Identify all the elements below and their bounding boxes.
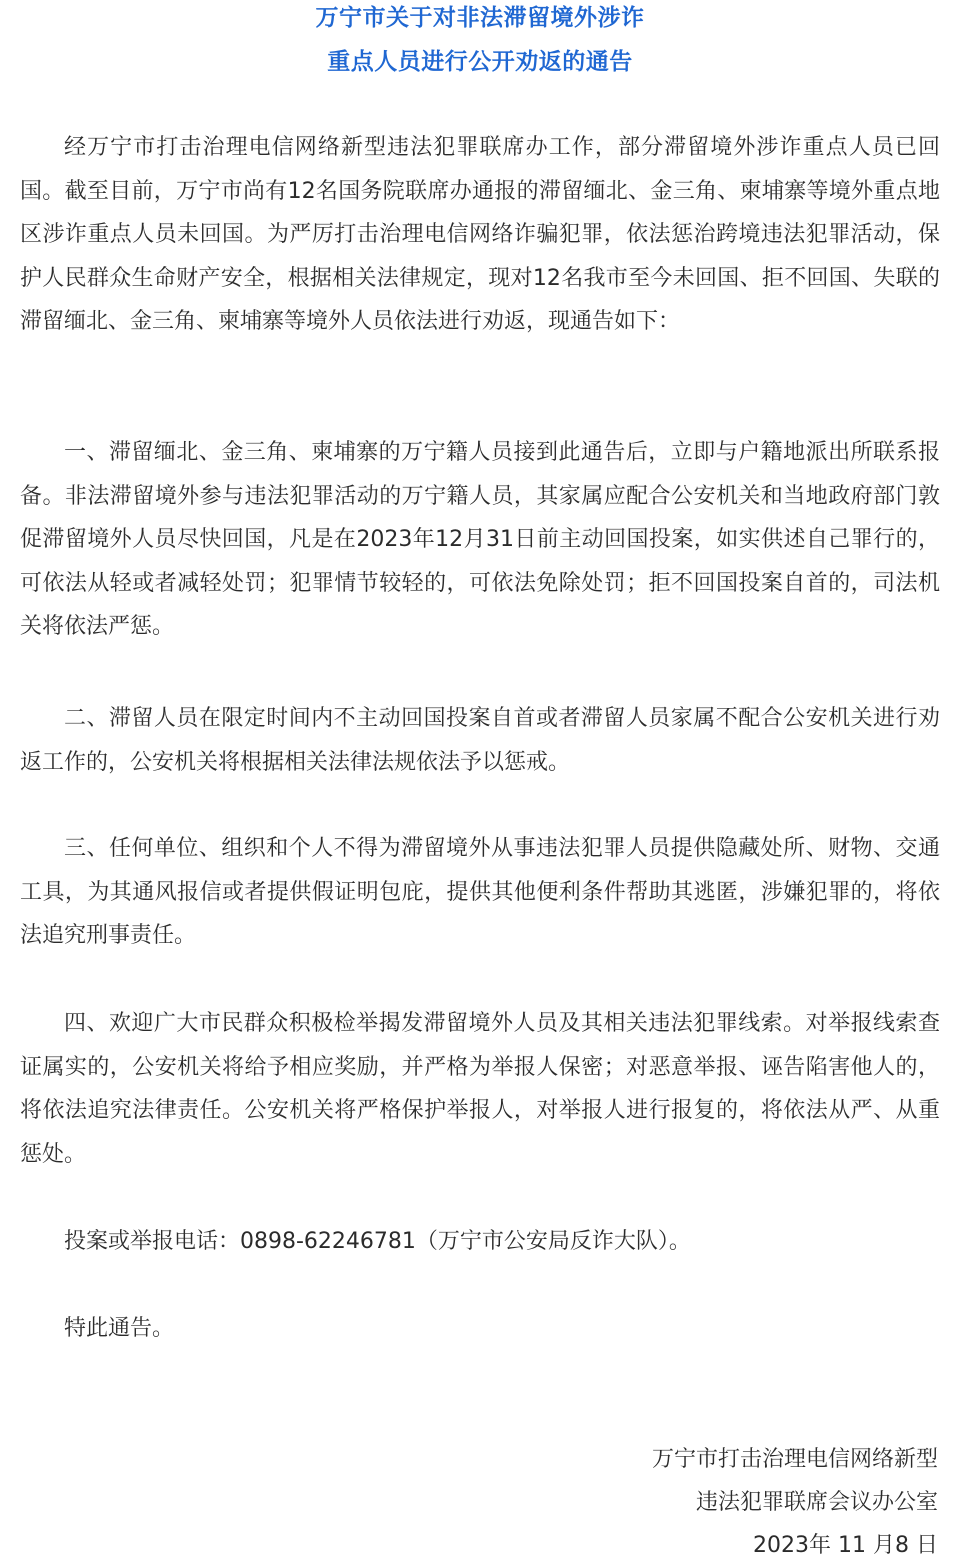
paragraph-item-1: 一、滞留缅北、金三角、柬埔寨的万宁籍人员接到此通告后，立即与户籍地派出所联系报备。非法滞留境外参与违法犯罪活动的万宁籍人员，其家属应配合公安机关和当地政府部门敦促滞留境外人员尽快回国，凡是在2023年12月31日前主动回国投案，如实供述自己罪行的，可依法从轻或者减轻处罚；犯罪情节较轻的，可依法免除处罚；拒不回国投案自首的，司法机关将依法严惩。: [20, 440, 940, 639]
closing-line: 特此通告。: [64, 1316, 175, 1341]
paragraph-item-2: 二、滞留人员在限定时间内不主动回国投案自首或者滞留人员家属不配合公安机关进行劝返工作的，公安机关将根据相关法律法规依法予以惩戒。: [20, 706, 940, 775]
signature-org-line-2: 违法犯罪联席会议办公室: [695, 1490, 938, 1515]
signature-block: [418, 1438, 938, 1567]
title-line-2: 重点人员进行公开劝返的通告: [327, 49, 633, 75]
paragraph-item-3: 三、任何单位、组织和个人不得为滞留境外从事违法犯罪人员提供隐藏处所、财物、交通工具，为其通风报信或者提供假证明包庇，提供其他便利条件帮助其逃匿，涉嫌犯罪的，将依法追究刑事责任。: [20, 836, 940, 948]
paragraph-intro: 经万宁市打击治理电信网络新型违法犯罪联席办工作，部分滞留境外涉诈重点人员已回国。截至目前，万宁市尚有12名国务院联席办通报的滞留缅北、金三角、柬埔寨等境外重点地区涉诈重点人员未回国。为严厉打击治理电信网络诈骗犯罪，依法惩治跨境违法犯罪活动，保护人民群众生命财产安全，根据相关法律规定，现对12名我市至今未回国、拒不回国、失联的滞留缅北、金三角、柬埔寨等境外人员依法进行劝返，现通告如下：: [20, 135, 940, 334]
signature-date: 2023年 11 月8 日: [753, 1533, 938, 1558]
notice-title: [0, 0, 960, 84]
paragraph-item-4: 四、欢迎广大市民群众积极检举揭发滞留境外人员及其相关违法犯罪线索。对举报线索查证属实的，公安机关将给予相应奖励，并严格为举报人保密；对恶意举报、诬告陷害他人的，将依法追究法律责任。公安机关将严格保护举报人，对举报人进行报复的，将依法从严、从重惩处。: [20, 1011, 940, 1167]
signature-org-line-1: 万宁市打击治理电信网络新型: [651, 1447, 938, 1472]
title-line-1: 万宁市关于对非法滞留境外涉诈: [315, 5, 645, 31]
report-phone-line: 投案或举报电话：0898-62246781（万宁市公安局反诈大队）。: [64, 1229, 691, 1254]
